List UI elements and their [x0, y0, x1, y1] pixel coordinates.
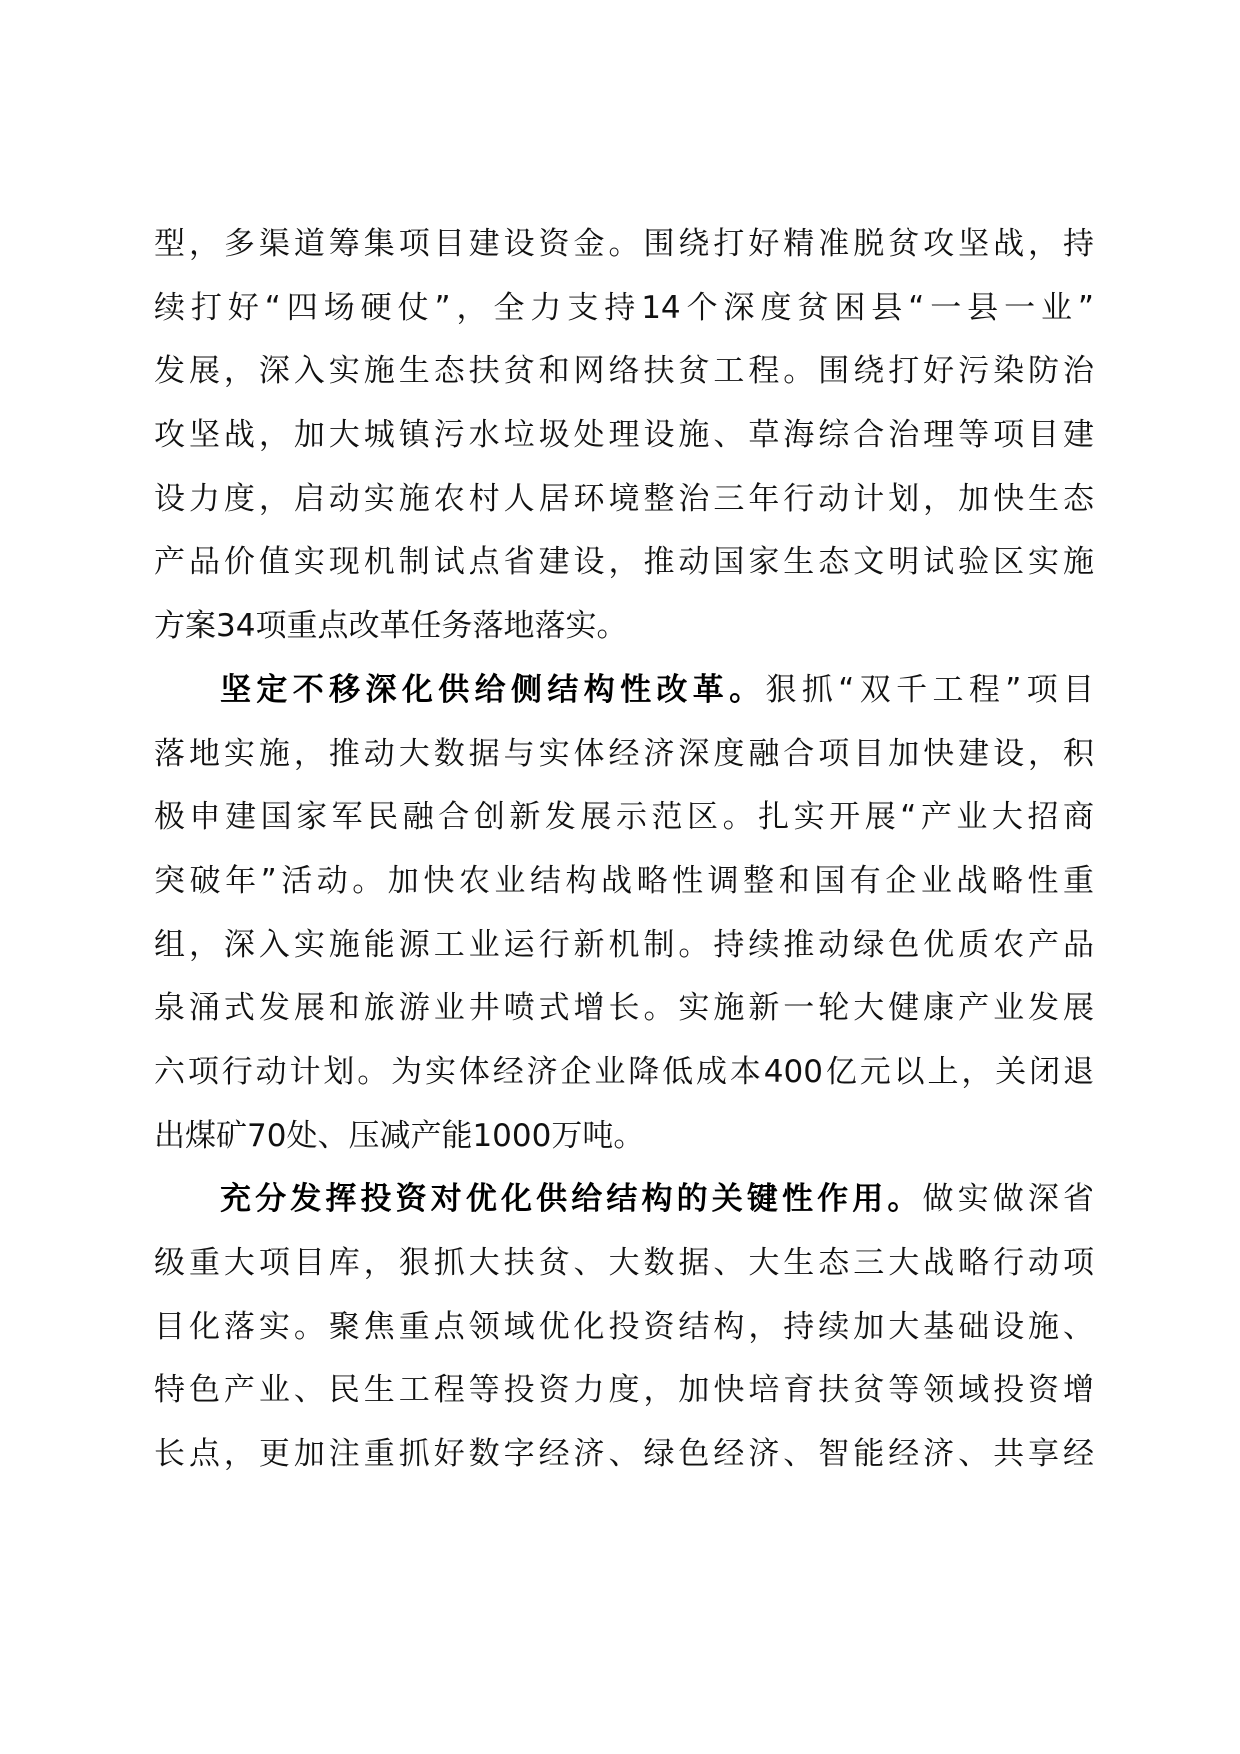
paragraph-line: 产品价值实现机制试点省建设，推动国家生态文明试验区实施	[154, 544, 1094, 581]
paragraph-line: 特色产业、民生工程等投资力度，加快培育扶贫等领域投资增	[154, 1372, 1094, 1409]
paragraph-2	[154, 659, 1094, 1169]
paragraph-line: 续打好“四场硬仗”，全力支持14个深度贫困县“一县一业”	[154, 289, 1094, 326]
paragraph-1	[154, 213, 1094, 659]
paragraph-line: 型，多渠道筹集项目建设资金。围绕打好精准脱贫攻坚战，持	[154, 226, 1094, 262]
paragraph-line: 攻坚战，加大城镇污水垃圾处理设施、草海综合治理等项目建	[154, 417, 1094, 454]
paragraph-line: 突破年”活动。加快农业结构战略性调整和国有企业战略性重	[154, 862, 1094, 899]
paragraph-line: 落地实施，推动大数据与实体经济深度融合项目加快建设，积	[154, 735, 1094, 772]
paragraph-line: 级重大项目库，狠抓大扶贫、大数据、大生态三大战略行动项	[154, 1245, 1094, 1281]
paragraph-line: 组，深入实施能源工业运行新机制。持续推动绿色优质农产品	[154, 926, 1094, 963]
paragraph-text: 做实做深省	[922, 1181, 1094, 1218]
paragraph-heading: 坚定不移深化供给侧结构性改革。	[220, 671, 766, 708]
paragraph-line: 泉涌式发展和旅游业井喷式增长。实施新一轮大健康产业发展	[154, 990, 1094, 1027]
document-body	[154, 213, 1094, 1487]
paragraph-first-line	[154, 659, 1094, 723]
paragraph-line: 发展，深入实施生态扶贫和网络扶贫工程。围绕打好污染防治	[154, 353, 1094, 390]
paragraph-first-line	[154, 1168, 1094, 1232]
paragraph-heading: 充分发挥投资对优化供给结构的关键性作用。	[220, 1181, 923, 1218]
paragraph-3	[154, 1168, 1094, 1486]
paragraph-line: 出煤矿70处、压减产能1000万吨。	[154, 1117, 645, 1154]
paragraph-line: 长点，更加注重抓好数字经济、绿色经济、智能经济、共享经	[154, 1436, 1094, 1473]
paragraph-line: 极申建国家军民融合创新发展示范区。扎实开展“产业大招商	[154, 799, 1094, 836]
paragraph-line: 设力度，启动实施农村人居环境整治三年行动计划，加快生态	[154, 480, 1094, 517]
paragraph-line: 方案34项重点改革任务落地落实。	[154, 608, 628, 645]
paragraph-line: 六项行动计划。为实体经济企业降低成本400亿元以上，关闭退	[154, 1053, 1094, 1090]
paragraph-line: 目化落实。聚焦重点领域优化投资结构，持续加大基础设施、	[154, 1308, 1094, 1345]
paragraph-text: 狠抓“双千工程”项目	[765, 671, 1094, 708]
